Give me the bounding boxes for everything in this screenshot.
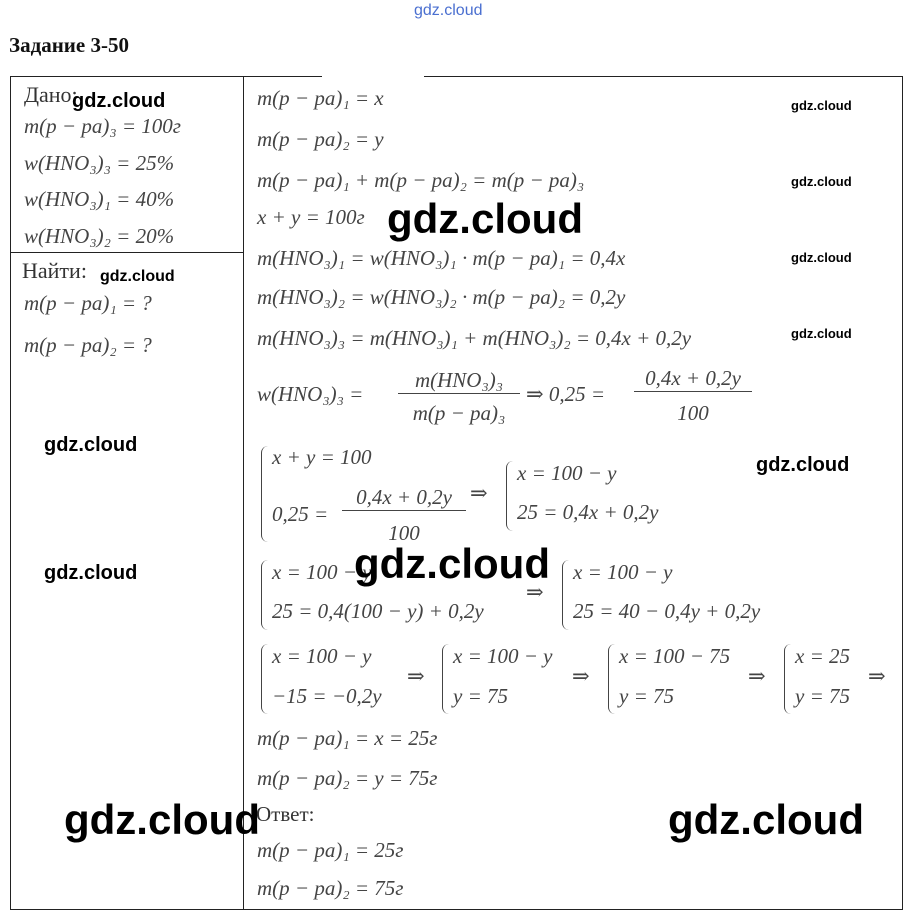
watermark: gdz.cloud bbox=[44, 562, 138, 584]
watermark: gdz.cloud bbox=[791, 174, 852, 189]
system-brace bbox=[562, 560, 569, 630]
solution-line: m(HNO₃)₁ = w(HNO₃)₁ · m(p − pa)₁ = 0,4x bbox=[257, 246, 626, 270]
watermark: gdz.cloud bbox=[354, 540, 550, 587]
answer-line: m(p − pa)₁ = 25г bbox=[257, 838, 404, 862]
system-line: x = 100 − 75 bbox=[619, 644, 731, 668]
system-brace bbox=[442, 644, 449, 714]
fraction-numerator: m(HNO₃)₃ bbox=[398, 368, 520, 394]
watermark-top: gdz.cloud bbox=[414, 2, 483, 19]
result-line: m(p − pa)₂ = y = 75г bbox=[257, 766, 438, 790]
implies-arrow: ⇒ bbox=[526, 580, 544, 604]
given-label: Дано: bbox=[24, 82, 78, 107]
system-line: x = 25 bbox=[795, 644, 850, 668]
watermark: gdz.cloud bbox=[387, 195, 583, 242]
implies-arrow: ⇒ bbox=[748, 664, 766, 688]
system-line: 0,25 = bbox=[272, 502, 329, 526]
solution-line: m(p − pa)₁ + m(p − pa)₂ = m(p − pa)₃ bbox=[257, 168, 585, 192]
implies-arrow: ⇒ bbox=[470, 481, 488, 505]
system-line: x = 100 − y bbox=[453, 644, 553, 668]
solution-line: m(HNO₃)₃ = m(HNO₃)₁ + m(HNO₃)₂ = 0,4x + 0,2y bbox=[257, 326, 692, 350]
result-line: m(p − pa)₁ = x = 25г bbox=[257, 726, 438, 750]
given-find-divider bbox=[10, 252, 244, 253]
implies-arrow: ⇒ bbox=[572, 664, 590, 688]
given-line: m(p − pa)₃ = 100г bbox=[24, 114, 181, 138]
system-brace bbox=[784, 644, 791, 714]
given-line: w(HNO₃)₃ = 25% bbox=[24, 151, 175, 175]
system-brace bbox=[261, 644, 268, 714]
watermark: gdz.cloud bbox=[791, 326, 852, 341]
system-line: 25 = 0,4(100 − y) + 0,2y bbox=[272, 599, 484, 623]
system-brace bbox=[506, 461, 513, 531]
solution-line: m(p − pa)₂ = y bbox=[257, 127, 384, 151]
system-brace bbox=[261, 446, 268, 542]
solution-line: ⇒ 0,25 = bbox=[526, 382, 606, 406]
column-divider bbox=[243, 76, 244, 910]
implies-arrow: ⇒ bbox=[868, 664, 886, 688]
given-line: w(HNO₃)₂ = 20% bbox=[24, 224, 175, 248]
watermark: gdz.cloud bbox=[72, 90, 166, 112]
system-brace bbox=[608, 644, 615, 714]
system-brace bbox=[261, 560, 268, 630]
solution-line: x + y = 100г bbox=[257, 205, 365, 229]
solution-line: m(HNO₃)₂ = w(HNO₃)₂ · m(p − pa)₂ = 0,2y bbox=[257, 285, 626, 309]
system-line: x = 100 − y bbox=[573, 560, 673, 584]
system-line: 25 = 40 − 0,4y + 0,2y bbox=[573, 599, 761, 623]
border-gap bbox=[322, 75, 424, 78]
answer-line: m(p − pa)₂ = 75г bbox=[257, 876, 404, 900]
watermark: gdz.cloud bbox=[64, 796, 260, 843]
system-line: y = 75 bbox=[619, 684, 674, 708]
watermark: gdz.cloud bbox=[756, 454, 850, 476]
system-line: x + y = 100 bbox=[272, 445, 372, 469]
fraction-numerator: 0,4x + 0,2y bbox=[342, 485, 466, 511]
system-line: y = 75 bbox=[453, 684, 508, 708]
watermark: gdz.cloud bbox=[44, 434, 138, 456]
system-line: x = 100 − y bbox=[517, 461, 617, 485]
watermark: gdz.cloud bbox=[100, 268, 175, 285]
fraction-numerator: 0,4x + 0,2y bbox=[634, 366, 752, 392]
watermark: gdz.cloud bbox=[668, 796, 864, 843]
given-line: w(HNO₃)₁ = 40% bbox=[24, 187, 175, 211]
system-line: x = 100 − y bbox=[272, 644, 372, 668]
find-line: m(p − pa)₁ = ? bbox=[24, 291, 152, 315]
system-line: x = 100 − y bbox=[272, 560, 372, 584]
system-line: 25 = 0,4x + 0,2y bbox=[517, 500, 659, 524]
watermark: gdz.cloud bbox=[791, 250, 852, 265]
system-line: y = 75 bbox=[795, 684, 850, 708]
fraction-denominator: 100 bbox=[388, 521, 420, 545]
solution-line: w(HNO₃)₃ = bbox=[257, 382, 364, 406]
fraction-denominator: 100 bbox=[677, 401, 709, 425]
implies-arrow: ⇒ bbox=[407, 664, 425, 688]
solution-line: m(p − pa)₁ = x bbox=[257, 86, 384, 110]
find-line: m(p − pa)₂ = ? bbox=[24, 333, 152, 357]
answer-label: Ответ: bbox=[256, 802, 315, 826]
find-label: Найти: bbox=[22, 258, 87, 283]
task-title: Задание 3-50 bbox=[9, 33, 129, 57]
watermark: gdz.cloud bbox=[791, 98, 852, 113]
system-line: −15 = −0,2y bbox=[272, 684, 382, 708]
fraction-denominator: m(p − pa)₃ bbox=[412, 401, 506, 425]
